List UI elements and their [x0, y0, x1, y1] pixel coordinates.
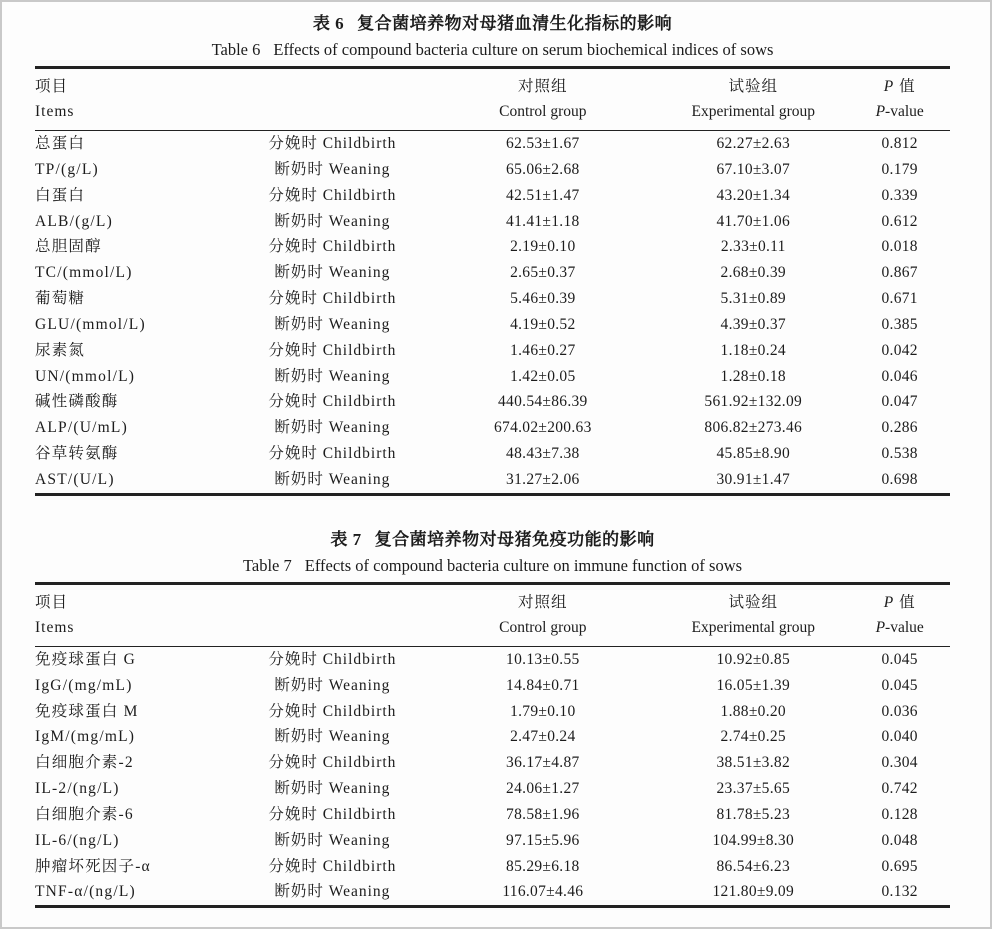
- p-value-cell: 0.286: [881, 419, 918, 437]
- item-cell: 免疫球蛋白 G: [35, 650, 136, 668]
- table-row: [35, 776, 950, 802]
- table6-title-en: [35, 37, 950, 63]
- item-cell: 白细胞介素-2: [35, 754, 134, 772]
- time-cell: 分娩时 Childbirth: [268, 754, 397, 772]
- table7-label-en: Table 7: [242, 555, 292, 575]
- time-cell: 断奶时 Weaning: [274, 367, 391, 385]
- control-value-cell: 42.51±1.47: [506, 186, 580, 204]
- header-time-blank: [236, 68, 428, 131]
- time-cell: 分娩时 Childbirth: [268, 135, 397, 152]
- p-value-cell: 0.742: [881, 780, 918, 798]
- item-cell: 碱性磷酸酶: [35, 393, 119, 411]
- header-experimental-group: 试验组 Experimental group: [657, 68, 849, 131]
- control-value-cell: 1.46±0.27: [510, 341, 576, 359]
- p-value-cell: 0.538: [881, 445, 918, 463]
- table6-section: [35, 11, 950, 496]
- item-cell: TNF-α/(ng/L): [35, 883, 136, 901]
- p-value-cell: 0.046: [881, 367, 918, 385]
- experimental-value-cell: 30.91±1.47: [716, 470, 791, 488]
- table-row: [35, 699, 950, 725]
- table-row: [35, 854, 950, 880]
- time-cell: 分娩时 Childbirth: [268, 238, 397, 256]
- time-cell: 断奶时 Weaning: [274, 419, 391, 437]
- time-cell: 断奶时 Weaning: [274, 883, 391, 901]
- table6-header: [35, 68, 950, 131]
- control-value-cell: 24.06±1.27: [506, 780, 580, 798]
- control-value-cell: 2.47±0.24: [510, 728, 576, 746]
- time-cell: 分娩时 Childbirth: [268, 650, 397, 668]
- time-cell: 分娩时 Childbirth: [268, 857, 397, 875]
- header-p-value: P 值 P-value: [849, 68, 950, 131]
- table-row: [35, 234, 950, 260]
- control-value-cell: 1.79±0.10: [510, 702, 576, 720]
- table-row: [35, 209, 950, 235]
- time-cell: 分娩时 Childbirth: [268, 290, 397, 308]
- p-value-cell: 0.304: [881, 754, 918, 772]
- item-cell: UN/(mmol/L): [35, 367, 136, 385]
- header-experimental-group: 试验组 Experimental group: [657, 583, 849, 646]
- experimental-value-cell: 4.39±0.37: [720, 315, 786, 333]
- experimental-value-cell: 23.37±5.65: [716, 780, 791, 798]
- p-value-cell: 0.698: [881, 470, 918, 488]
- table-row: [35, 338, 950, 364]
- item-cell: IgG/(mg/mL): [35, 676, 133, 694]
- time-cell: 分娩时 Childbirth: [268, 805, 397, 823]
- table7-label-cn: 表 7: [330, 529, 362, 549]
- table-row: [35, 260, 950, 286]
- control-value-cell: 48.43±7.38: [506, 445, 580, 463]
- experimental-value-cell: 62.27±2.63: [716, 135, 791, 152]
- p-value-cell: 0.048: [881, 831, 918, 849]
- table-row: [35, 750, 950, 776]
- experimental-value-cell: 561.92±132.09: [704, 393, 803, 411]
- time-cell: 断奶时 Weaning: [274, 160, 391, 178]
- experimental-value-cell: 104.99±8.30: [712, 831, 795, 849]
- experimental-value-cell: 1.28±0.18: [720, 367, 786, 385]
- experimental-value-cell: 121.80±9.09: [712, 883, 795, 901]
- experimental-value-cell: 2.33±0.11: [720, 238, 786, 256]
- control-value-cell: 97.15±5.96: [506, 831, 580, 849]
- header-control-group: 对照组 Control group: [428, 583, 657, 646]
- item-cell: ALP/(U/mL): [35, 419, 128, 437]
- p-value-cell: 0.612: [881, 212, 918, 230]
- control-value-cell: 440.54±86.39: [498, 393, 588, 411]
- experimental-value-cell: 67.10±3.07: [716, 160, 791, 178]
- table-row: [35, 646, 950, 672]
- time-cell: 断奶时 Weaning: [274, 315, 391, 333]
- p-value-cell: 0.045: [881, 676, 918, 694]
- control-value-cell: 1.42±0.05: [510, 367, 576, 385]
- table-row: [35, 828, 950, 854]
- table7-text-cn: 复合菌培养物对母猪免疫功能的影响: [374, 529, 655, 549]
- header-items: 项目 Items: [35, 68, 236, 131]
- experimental-value-cell: 10.92±0.85: [716, 650, 791, 668]
- control-value-cell: 62.53±1.67: [506, 135, 580, 152]
- table6-body: [35, 131, 950, 495]
- table-row: [35, 724, 950, 750]
- p-value-cell: 0.042: [881, 341, 918, 359]
- control-value-cell: 31.27±2.06: [506, 470, 580, 488]
- p-value-cell: 0.867: [881, 264, 918, 282]
- table-row: [35, 183, 950, 209]
- time-cell: 断奶时 Weaning: [274, 264, 391, 282]
- p-value-cell: 0.047: [881, 393, 918, 411]
- control-value-cell: 14.84±0.71: [506, 676, 580, 694]
- item-cell: AST/(U/L): [35, 470, 115, 488]
- item-cell: TP/(g/L): [35, 160, 99, 178]
- experimental-value-cell: 2.68±0.39: [720, 264, 786, 282]
- item-cell: 肿瘤坏死因子-α: [35, 857, 151, 875]
- table-row: [35, 879, 950, 906]
- p-value-cell: 0.339: [881, 186, 918, 204]
- time-cell: 分娩时 Childbirth: [268, 445, 397, 463]
- experimental-value-cell: 1.18±0.24: [720, 341, 786, 359]
- time-cell: 分娩时 Childbirth: [268, 341, 397, 359]
- control-value-cell: 116.07±4.46: [502, 883, 584, 901]
- p-value-cell: 0.179: [881, 160, 918, 178]
- table7-header: [35, 583, 950, 646]
- table-row: [35, 467, 950, 494]
- table-row: [35, 415, 950, 441]
- table7-section: [35, 527, 950, 908]
- time-cell: 断奶时 Weaning: [274, 780, 391, 798]
- control-value-cell: 36.17±4.87: [506, 754, 580, 772]
- experimental-value-cell: 1.88±0.20: [720, 702, 786, 720]
- table-row: [35, 312, 950, 338]
- table-row: [35, 389, 950, 415]
- item-cell: IL-6/(ng/L): [35, 831, 120, 849]
- table-row: [35, 286, 950, 312]
- control-value-cell: 5.46±0.39: [510, 290, 576, 308]
- table-row: [35, 802, 950, 828]
- header-control-group: 对照组 Control group: [428, 68, 657, 131]
- table-row: [35, 157, 950, 183]
- control-value-cell: 78.58±1.96: [506, 805, 580, 823]
- p-value-cell: 0.671: [881, 290, 918, 308]
- item-cell: ALB/(g/L): [35, 212, 113, 230]
- time-cell: 分娩时 Childbirth: [268, 393, 397, 411]
- p-value-cell: 0.045: [881, 650, 918, 668]
- table7-title-cn: [35, 527, 950, 553]
- table6-label-en: Table 6: [211, 40, 261, 59]
- experimental-value-cell: 43.20±1.34: [716, 186, 791, 204]
- item-cell: 葡萄糖: [35, 290, 86, 308]
- item-cell: 尿素氮: [35, 341, 86, 359]
- experimental-value-cell: 2.74±0.25: [720, 728, 786, 746]
- table-row: [35, 364, 950, 390]
- time-cell: 断奶时 Weaning: [274, 676, 391, 694]
- table6-label-cn: 表 6: [312, 14, 345, 33]
- table6-text-cn: 复合菌培养物对母猪血清生化指标的影响: [357, 14, 673, 33]
- experimental-value-cell: 45.85±8.90: [716, 445, 791, 463]
- experimental-value-cell: 41.70±1.06: [716, 212, 791, 230]
- header-items: 项目 Items: [35, 583, 236, 646]
- table6-text-en: Effects of compound bacteria culture on serum biochemical indices of sows: [273, 40, 774, 59]
- time-cell: 断奶时 Weaning: [274, 728, 391, 746]
- p-value-cell: 0.812: [881, 135, 918, 152]
- control-value-cell: 674.02±200.63: [493, 419, 592, 437]
- experimental-value-cell: 5.31±0.89: [720, 290, 786, 308]
- experimental-value-cell: 38.51±3.82: [716, 754, 791, 772]
- item-cell: GLU/(mmol/L): [35, 315, 146, 333]
- item-cell: TC/(mmol/L): [35, 264, 133, 282]
- control-value-cell: 2.65±0.37: [510, 264, 576, 282]
- item-cell: 免疫球蛋白 M: [35, 702, 139, 720]
- table-row: [35, 131, 950, 157]
- control-value-cell: 65.06±2.68: [506, 160, 580, 178]
- table6: [35, 66, 950, 496]
- item-cell: IgM/(mg/mL): [35, 728, 136, 746]
- table7: [35, 582, 950, 908]
- header-p-value: P 值 P-value: [849, 583, 950, 646]
- experimental-value-cell: 86.54±6.23: [716, 857, 791, 875]
- item-cell: IL-2/(ng/L): [35, 780, 120, 798]
- experimental-value-cell: 806.82±273.46: [704, 419, 803, 437]
- item-cell: 白蛋白: [35, 186, 86, 204]
- p-value-cell: 0.018: [881, 238, 918, 256]
- table-row: [35, 441, 950, 467]
- header-time-blank: [236, 583, 428, 646]
- control-value-cell: 41.41±1.18: [506, 212, 580, 230]
- table7-body: [35, 646, 950, 906]
- table-row: [35, 673, 950, 699]
- time-cell: 断奶时 Weaning: [274, 212, 391, 230]
- table7-text-en: Effects of compound bacteria culture on immune function of sows: [304, 555, 743, 575]
- time-cell: 断奶时 Weaning: [274, 470, 391, 488]
- experimental-value-cell: 16.05±1.39: [716, 676, 791, 694]
- control-value-cell: 10.13±0.55: [506, 650, 580, 668]
- item-cell: 谷草转氨酶: [35, 445, 119, 463]
- item-cell: 总胆固醇: [35, 238, 102, 256]
- p-value-cell: 0.695: [881, 857, 918, 875]
- item-cell: 总蛋白: [35, 135, 86, 152]
- table7-title-en: [35, 553, 950, 579]
- time-cell: 分娩时 Childbirth: [268, 186, 397, 204]
- p-value-cell: 0.128: [881, 805, 918, 823]
- control-value-cell: 4.19±0.52: [510, 315, 576, 333]
- experimental-value-cell: 81.78±5.23: [716, 805, 791, 823]
- p-value-cell: 0.385: [881, 315, 918, 333]
- p-value-cell: 0.040: [881, 728, 918, 746]
- p-value-cell: 0.132: [881, 883, 918, 901]
- control-value-cell: 85.29±6.18: [506, 857, 580, 875]
- time-cell: 断奶时 Weaning: [274, 831, 391, 849]
- p-value-cell: 0.036: [881, 702, 918, 720]
- table6-title-cn: [35, 11, 950, 37]
- item-cell: 白细胞介素-6: [35, 805, 134, 823]
- time-cell: 分娩时 Childbirth: [268, 702, 397, 720]
- control-value-cell: 2.19±0.10: [510, 238, 576, 256]
